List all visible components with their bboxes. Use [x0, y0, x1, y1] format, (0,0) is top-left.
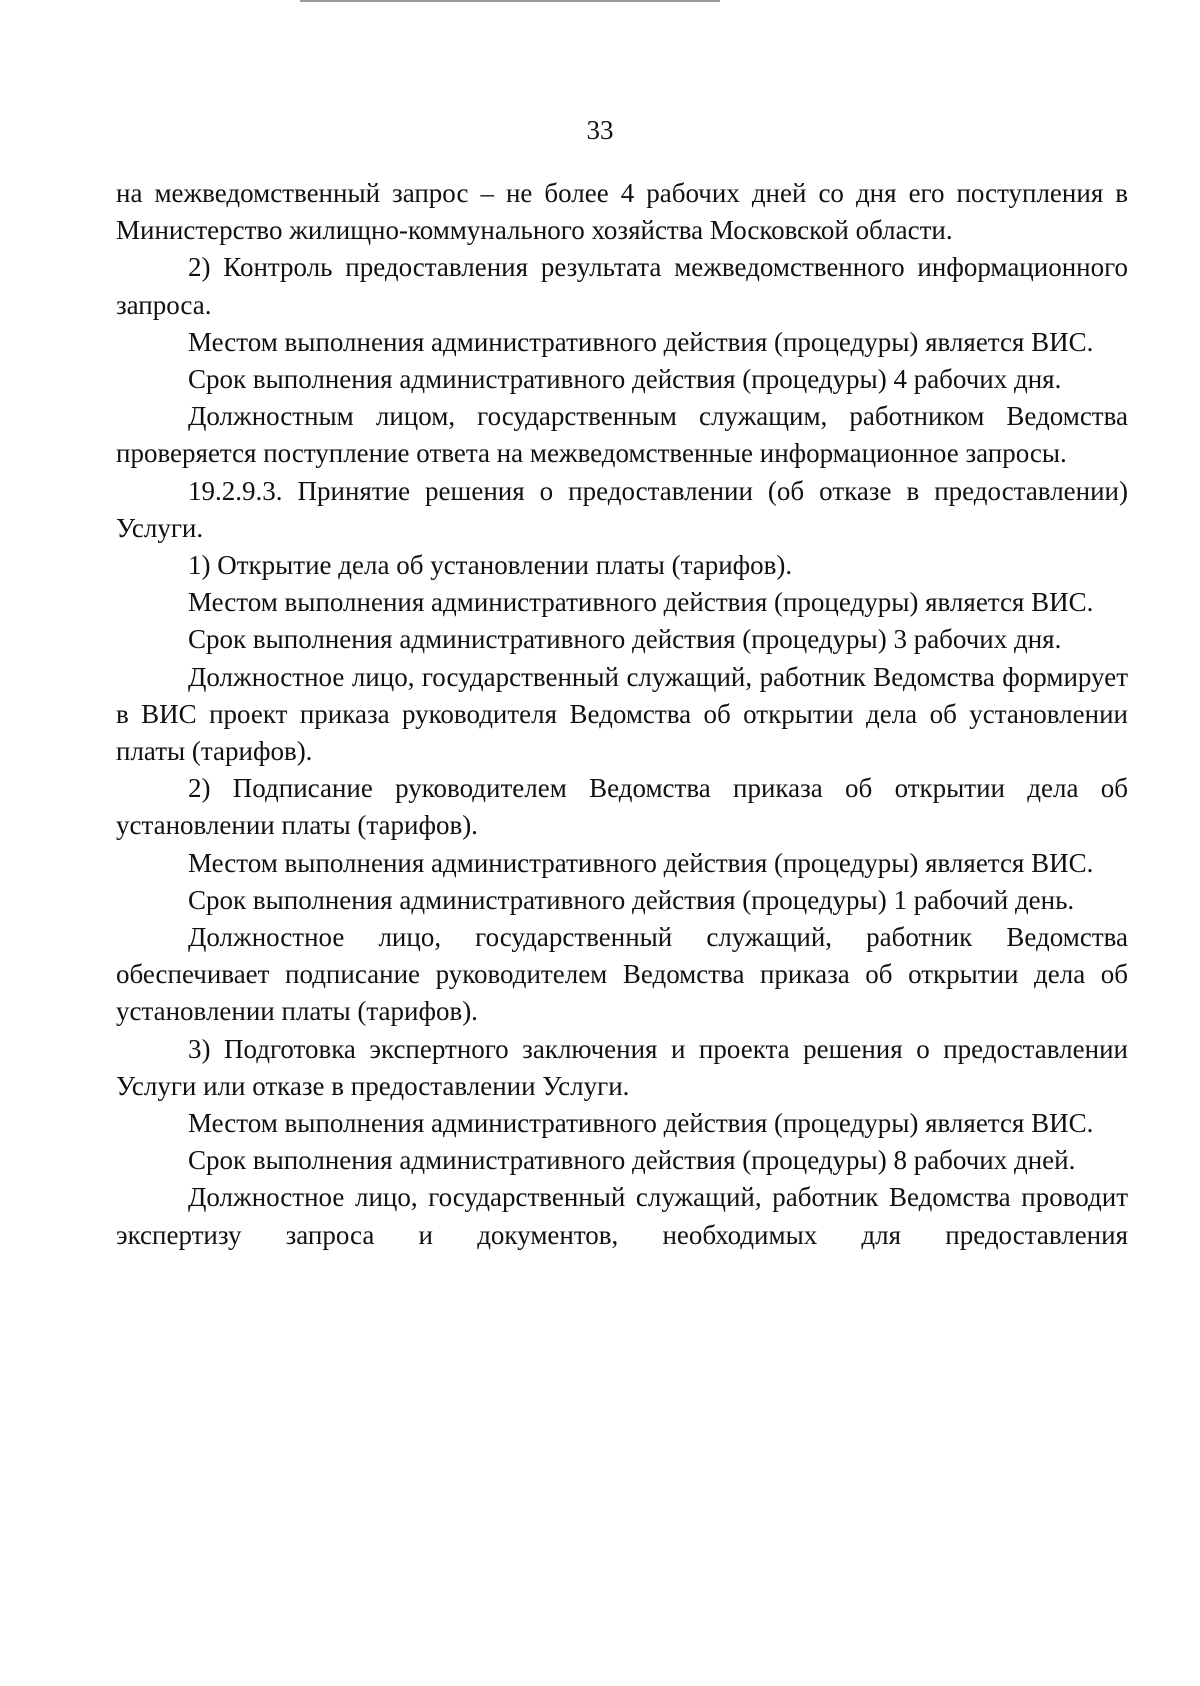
paragraph-14: Должностное лицо, государственный служащий, работник Ведомства обеспечивает подписание руководителем Ведомства приказа об открытии дела об установлении платы (тарифов). [116, 922, 1128, 1027]
paragraph-6: 19.2.9.3. Принятие решения о предоставлении (об отказе в предоставлении) Услуги. [116, 475, 1128, 543]
paragraph-8: Местом выполнения административного действия (процедуры) является ВИС. [188, 587, 1094, 618]
paragraph-16: Местом выполнения административного действия (процедуры) является ВИС. [188, 1108, 1094, 1139]
paragraph-12: Местом выполнения административного действия (процедуры) является ВИС. [188, 847, 1094, 878]
paragraph-11: 2) Подписание руководителем Ведомства приказа об открытии дела об установлении платы (тарифов). [116, 773, 1128, 841]
paragraph-18: Должностное лицо, государственный служащий, работник Ведомства проводит экспертизу запроса и документов, необходимых для предоставления [116, 1182, 1128, 1250]
paragraph-4: Срок выполнения административного действия (процедуры) 4 рабочих дня. [188, 364, 1062, 395]
page-number: 33 [586, 115, 614, 145]
paragraph-5: Должностным лицом, государственным служащим, работником Ведомства проверяется поступление ответа на межведомственные информационное запросы. [116, 401, 1128, 469]
paragraph-2: 2) Контроль предоставления результата межведомственного информационного запроса. [116, 252, 1128, 320]
paragraph-7: 1) Открытие дела об установлении платы (тарифов). [188, 550, 793, 581]
paragraph-1: на межведомственный запрос – не более 4 рабочих дней со дня его поступления в Министерство жилищно‑коммунального хозяйства Московской области. [116, 178, 1128, 246]
paragraph-10: Должностное лицо, государственный служащий, работник Ведомства формирует в ВИС проект приказа руководителя Ведомства об открытии дела об установлении платы (тарифов). [116, 661, 1128, 767]
paragraph-15: 3) Подготовка экспертного заключения и проекта решения о предоставлении Услуги или отказе в предоставлении Услуги. [116, 1033, 1128, 1101]
scan-top-edge-line [300, 0, 720, 2]
document-body [116, 175, 1128, 1254]
paragraph-3: Местом выполнения административного действия (процедуры) является ВИС. [188, 326, 1094, 357]
paragraph-13: Срок выполнения административного действия (процедуры) 1 рабочий день. [188, 884, 1075, 915]
paragraph-17: Срок выполнения административного действия (процедуры) 8 рабочих дней. [188, 1145, 1076, 1176]
paragraph-9: Срок выполнения административного действия (процедуры) 3 рабочих дня. [188, 624, 1062, 655]
